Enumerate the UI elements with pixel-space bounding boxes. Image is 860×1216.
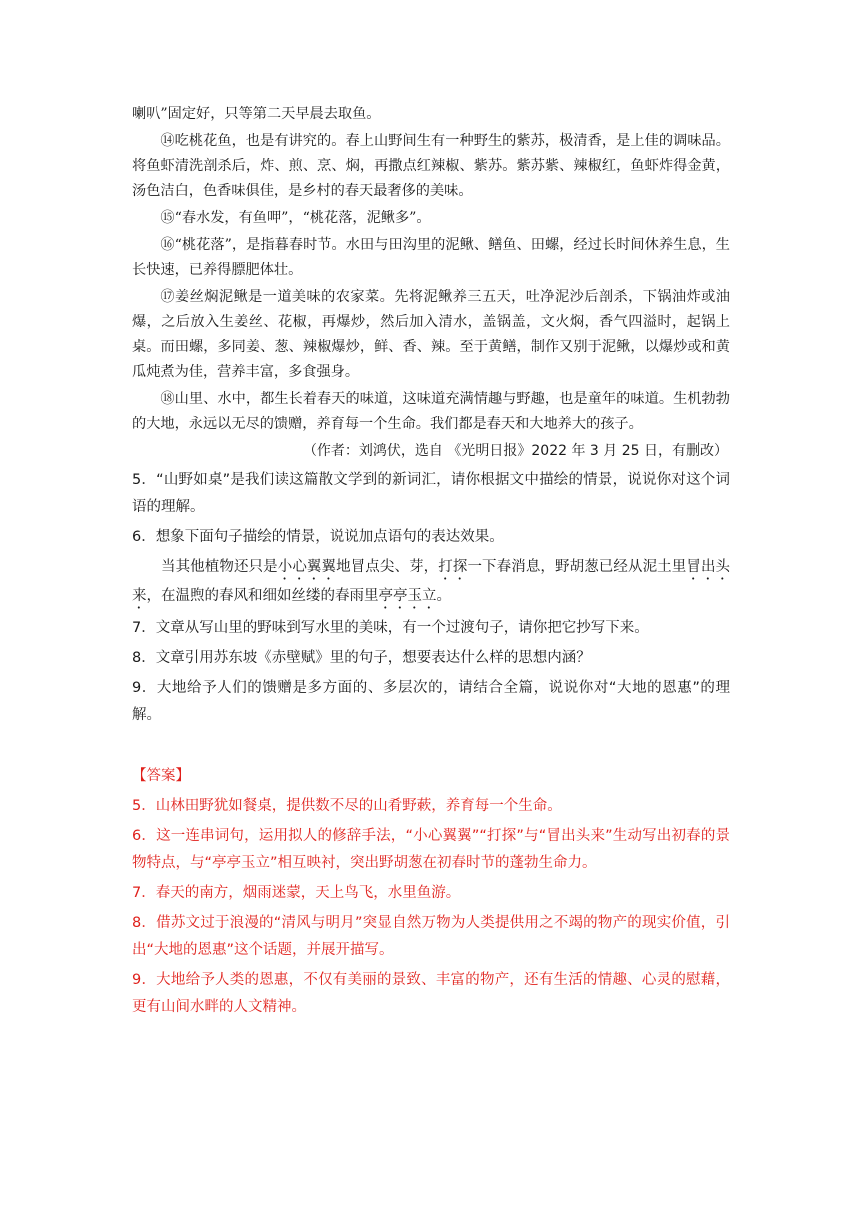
quote-text: 一下春消息，野胡葱已经从泥土里 xyxy=(467,559,687,575)
document-body xyxy=(132,102,730,1021)
emphasized-phrase: 打探 xyxy=(438,559,468,575)
article-paragraph-16: ⑯“桃花落”，是指暮春时节。水田与田沟里的泥鳅、鳝鱼、田螺，经过长时间休养生息，生长快速，已养得膘肥体壮。 xyxy=(132,237,730,278)
answer-heading: 【答案】 xyxy=(132,768,190,784)
question-6: 6．想象下面句子描绘的情景，说说加点语句的表达效果。 xyxy=(132,529,504,545)
answer-8: 8．借苏文过于浪漫的“清风与明月”突显自然万物为人类提供用之不竭的物产的现实价值，引出“大地的恩惠”这个话题，并展开描写。 xyxy=(132,915,730,958)
answer-9: 9．大地给予人类的恩惠，不仅有美丽的景致、丰富的物产，还有生活的情趣、心灵的慰藉，更有山间水畔的人文精神。 xyxy=(132,972,730,1015)
answer-7: 7．春天的南方，烟雨迷蒙，天上鸟飞，水里鱼游。 xyxy=(132,885,461,901)
question-8: 8．文章引用苏东坡《赤壁赋》里的句子，想要表达什么样的思想内涵？ xyxy=(132,650,591,666)
article-paragraph-14: ⑭吃桃花鱼，也是有讲究的。春上山野间生有一种野生的紫苏，极清香，是上佳的调味品。将鱼虾清洗剖杀后，炸、煎、烹、焖，再撒点红辣椒、紫苏。紫苏紫、辣椒红，鱼虾炸得金黄，汤色洁白，色香味俱佳，是乡村的春天最奢侈的美味。 xyxy=(132,133,730,199)
emphasized-phrase: 亭亭玉立 xyxy=(378,588,437,604)
question-6-quote xyxy=(132,554,730,612)
emphasized-phrase: 小心翼翼 xyxy=(277,559,337,575)
answer-6: 6．这一连串词句，运用拟人的修辞手法，“小心翼翼”“打探”与“冒出头来”生动写出初春的景物特点，与“亭亭玉立”相互映衬，突出野胡葱在初春时节的蓬勃生命力。 xyxy=(132,828,730,871)
article-paragraph-15: ⑮“春水发，有鱼呷”，“桃花落，泥鳅多”。 xyxy=(160,210,431,226)
question-5: 5．“山野如桌”是我们读这篇散文学到的新词汇，请你根据文中描绘的情景，说说你对这个词语的理解。 xyxy=(132,472,730,515)
article-source: （作者：刘鸿伏，选自 《光明日报》2022 年 3 月 25 日，有删改） xyxy=(302,443,728,459)
quote-text: 地冒点尖、芽， xyxy=(336,559,439,575)
article-paragraph-17: ⑰姜丝焖泥鳅是一道美味的农家菜。先将泥鳅养三五天，吐净泥沙后剖杀，下锅油炸或油爆，之后放入生姜丝、花椒，再爆炒，然后加入清水，盖锅盖，文火焖，香气四溢时，起锅上桌。而田螺，多同姜、葱、辣椒爆炒，鲜、香、辣。至于黄鳝，制作又别于泥鳅，以爆炒或和黄瓜炖煮为佳，营养丰富，多食强身。 xyxy=(132,289,730,380)
quote-text: 当其他植物还只是 xyxy=(161,559,278,575)
article-paragraph-18: ⑱山里、水中，都生长着春天的味道，这味道充满情趣与野趣，也是童年的味道。生机勃勃的大地，永远以无尽的馈赠，养育每一个生命。我们都是春天和大地养大的孩子。 xyxy=(132,391,730,432)
answer-5: 5．山林田野犹如餐桌，提供数不尽的山肴野蔌，养育每一个生命。 xyxy=(132,798,562,814)
question-7: 7．文章从写山里的野味到写水里的美味，有一个过渡句子，请你把它抄写下来。 xyxy=(132,620,649,636)
article-paragraph-13-tail: 喇叭”固定好，只等第二天早晨去取鱼。 xyxy=(132,106,381,122)
quote-text: ，在温煦的春风和细如丝缕的春雨里 xyxy=(146,588,379,604)
question-9: 9．大地给予人们的馈赠是多方面的、多层次的，请结合全篇，说说你对“大地的恩惠”的理解。 xyxy=(132,680,730,723)
emphasized-phrase: 冒出头来 xyxy=(132,559,731,604)
quote-text: 。 xyxy=(436,588,451,604)
